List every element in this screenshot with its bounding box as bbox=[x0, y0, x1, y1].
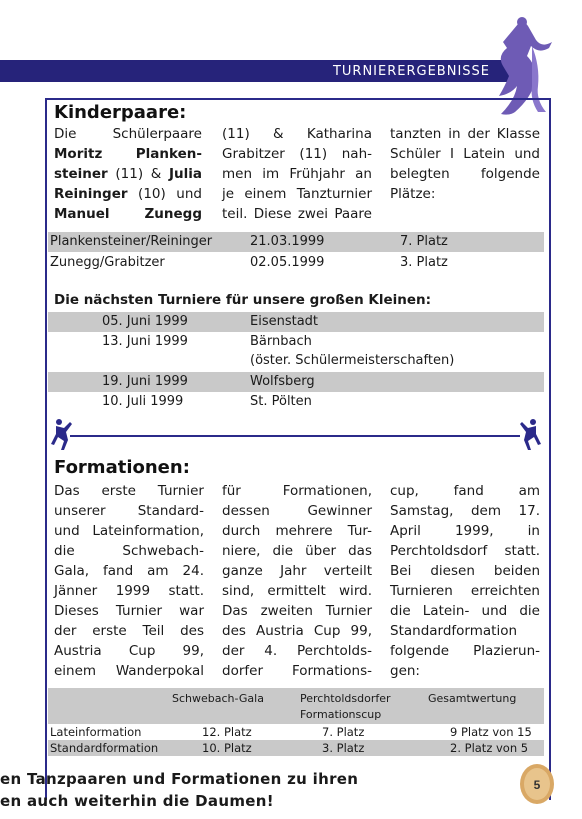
text-line: Das erste Turnier bbox=[54, 483, 204, 499]
text-line: April 1999, in bbox=[390, 523, 540, 539]
place-cell: 7. Platz bbox=[400, 234, 448, 249]
dancer-left-icon bbox=[50, 418, 76, 452]
text-line: durch mehrere Tur- bbox=[222, 523, 372, 539]
text-line: Die Schülerpaare bbox=[54, 126, 202, 142]
date-cell: 02.05.1999 bbox=[250, 255, 325, 270]
list-item bbox=[48, 312, 544, 332]
footprint-page-badge bbox=[518, 760, 556, 806]
text-line: (11) & Katharina bbox=[222, 126, 372, 142]
text-line: dessen Gewinner bbox=[222, 503, 372, 519]
text-line: Turnieren erreichten bbox=[390, 583, 540, 599]
text-fragment: (11) & bbox=[107, 166, 169, 182]
location-cell: Bärnbach bbox=[250, 334, 312, 349]
text-line: dorfer Formations- bbox=[222, 663, 372, 679]
text-line: einem Wanderpokal bbox=[54, 663, 204, 679]
text-line: tanzten in der Klasse bbox=[390, 126, 540, 142]
text-line: Gala, fand am 24. bbox=[54, 563, 204, 579]
date-cell: 10. Juli 1999 bbox=[102, 394, 184, 409]
formationen-column-2 bbox=[222, 481, 372, 681]
text-line: Standardformation bbox=[390, 623, 518, 639]
next-tournaments-title: Die nächsten Turniere für unsere großen Kleinen: bbox=[54, 292, 432, 308]
text-line: folgende Plazierun- bbox=[390, 643, 540, 659]
text-line: gen: bbox=[390, 663, 420, 679]
text-line: und Lateinformation, bbox=[54, 523, 204, 539]
name-text: steiner bbox=[54, 166, 108, 182]
text-line: teil. Diese zwei Paare bbox=[222, 206, 372, 222]
text-line: der erste Teil des bbox=[54, 623, 204, 639]
table-row bbox=[48, 232, 544, 252]
place-cell: 3. Platz bbox=[400, 255, 448, 270]
name-text: Julia bbox=[169, 166, 202, 182]
text-line: Schüler I Latein und bbox=[390, 146, 540, 162]
page-section-title: TURNIERERGEBNISSE bbox=[332, 64, 490, 79]
list-item bbox=[48, 372, 544, 392]
pair-cell: Zunegg/Grabitzer bbox=[50, 255, 165, 270]
date-cell: 19. Juni 1999 bbox=[102, 374, 188, 389]
text-line: der 4. Perchtolds- bbox=[222, 643, 372, 659]
list-item bbox=[48, 332, 544, 352]
text-line: ganze Jahr verteilt bbox=[222, 563, 372, 579]
kinder-column-3 bbox=[390, 124, 540, 204]
text-line: Das zweiten Turnier bbox=[222, 603, 372, 619]
result-cell: 7. Platz bbox=[322, 725, 365, 739]
text-line: Perchtoldsdorf statt. bbox=[390, 543, 540, 559]
location-cell: Wolfsberg bbox=[250, 374, 315, 389]
text-line: die Latein- und die bbox=[390, 603, 540, 619]
date-cell: 21.03.1999 bbox=[250, 234, 325, 249]
text-line: Austria Cup 99, bbox=[54, 643, 204, 659]
text-line: niere, die über das bbox=[222, 543, 372, 559]
location-cell: Eisenstadt bbox=[250, 314, 319, 329]
result-cell: 2. Platz von 5 bbox=[450, 741, 529, 755]
formation-table-header bbox=[48, 688, 544, 724]
text-line: je einem Tanzturnier bbox=[222, 186, 372, 202]
date-cell: 13. Juni 1999 bbox=[102, 334, 188, 349]
location-cell: St. Pölten bbox=[250, 394, 312, 409]
section-title-kinderpaare: Kinderpaare: bbox=[54, 102, 187, 123]
text-line: Samstag, dem 17. bbox=[390, 503, 540, 519]
name-text: Reininger bbox=[54, 186, 128, 202]
text-line: sind, ermittelt wird. bbox=[222, 583, 372, 599]
date-cell: 05. Juni 1999 bbox=[102, 314, 188, 329]
text-fragment: (10) und bbox=[127, 186, 202, 202]
text-line: Dieses Turnier war bbox=[54, 603, 204, 619]
location-note: (öster. Schülermeisterschaften) bbox=[250, 353, 455, 368]
text-line bbox=[54, 184, 202, 204]
text-line bbox=[54, 164, 202, 184]
text-line: Jänner 1999 statt. bbox=[54, 583, 204, 599]
table-row bbox=[48, 740, 544, 756]
text-line: men im Frühjahr an bbox=[222, 166, 372, 182]
text-line: cup, fand am bbox=[390, 483, 540, 499]
formationen-column-3 bbox=[390, 481, 540, 681]
table-row bbox=[48, 724, 544, 740]
text-line: belegten folgende bbox=[390, 166, 540, 182]
table-row bbox=[48, 253, 544, 273]
kinder-column-1 bbox=[54, 124, 202, 224]
formation-name-cell: Lateinformation bbox=[50, 725, 142, 739]
text-line: für Formationen, bbox=[222, 483, 372, 499]
footer-line: en auch weiterhin die Daumen! bbox=[0, 792, 274, 810]
result-cell: 10. Platz bbox=[202, 741, 252, 755]
column-header: Formationscup bbox=[300, 708, 382, 721]
text-line: Moritz Planken- bbox=[54, 146, 202, 162]
text-line bbox=[222, 124, 372, 144]
formation-name-cell: Standardformation bbox=[50, 741, 159, 755]
footer-line: en Tanzpaaren und Formationen zu ihren bbox=[0, 770, 359, 788]
formationen-column-1 bbox=[54, 481, 204, 681]
text-line: Manuel Zunegg bbox=[54, 206, 202, 222]
column-header: Perchtoldsdorfer bbox=[300, 692, 391, 705]
list-item bbox=[48, 351, 544, 371]
text-line: die Schwebach- bbox=[54, 543, 204, 559]
text-line: Grabitzer (11) nah- bbox=[222, 146, 372, 162]
dancer-right-icon bbox=[516, 418, 542, 452]
section-divider bbox=[70, 435, 520, 437]
result-cell: 9 Platz von 15 bbox=[450, 725, 532, 739]
kinder-column-2 bbox=[222, 124, 372, 224]
text-line: unserer Standard- bbox=[54, 503, 204, 519]
page-number: 5 bbox=[533, 778, 541, 792]
pair-cell: Plankensteiner/Reininger bbox=[50, 234, 213, 249]
result-cell: 3. Platz bbox=[322, 741, 365, 755]
text-line: des Austria Cup 99, bbox=[222, 623, 372, 639]
column-header: Gesamtwertung bbox=[428, 692, 517, 705]
column-header: Schwebach-Gala bbox=[172, 692, 264, 705]
text-line: Plätze: bbox=[390, 186, 436, 202]
result-cell: 12. Platz bbox=[202, 725, 252, 739]
section-title-formationen: Formationen: bbox=[54, 457, 190, 478]
list-item bbox=[48, 392, 544, 412]
text-line: Bei diesen beiden bbox=[390, 563, 540, 579]
